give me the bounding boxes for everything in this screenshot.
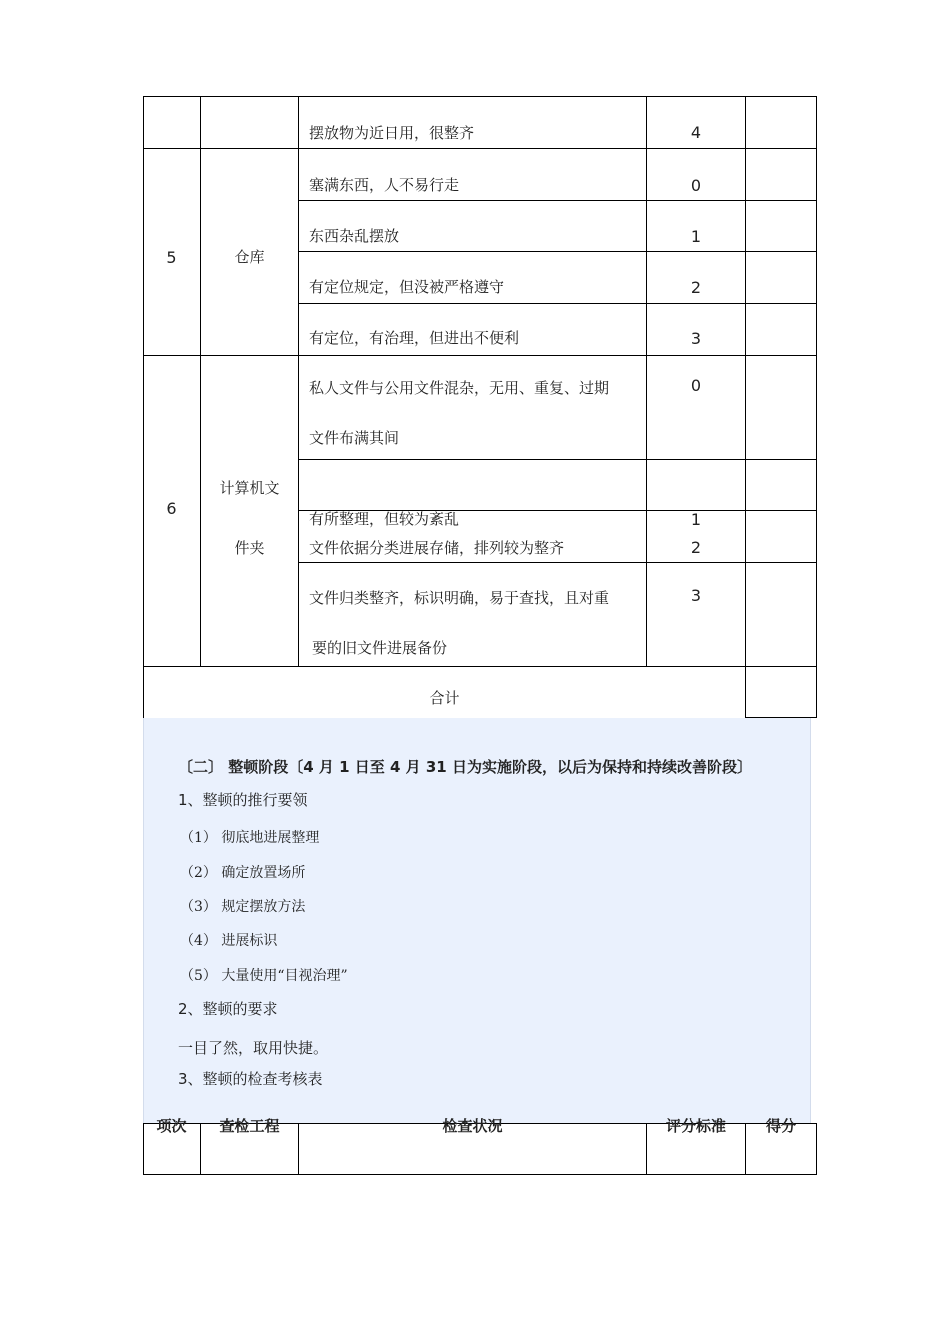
criterion-text: 有所整理，但较为紊乱: [309, 510, 460, 528]
criterion-text-line2: 要的旧文件进展备份: [312, 639, 448, 657]
header-item-no: 项次: [156, 1117, 187, 1135]
criterion-text: 有定位规定，但没被严格遵守: [309, 278, 505, 296]
requirement-text: 一目了然，取用快捷。: [178, 1039, 329, 1057]
step-item: （5） 大量使用“目视治理”: [180, 968, 348, 984]
score-value: 4: [690, 123, 702, 142]
step-item: （2） 确定放置场所: [180, 865, 306, 881]
item-name-line1: 计算机文: [219, 479, 280, 497]
item-name: 仓库: [234, 248, 265, 266]
total-label: 合计: [429, 689, 460, 707]
item-name-line2: 件夹: [234, 539, 265, 557]
subheading-2: 2、整顿的要求: [178, 1000, 278, 1018]
score-value: 3: [690, 586, 702, 605]
score-value: 2: [690, 278, 702, 297]
header-scoring-standard: 评分标准: [665, 1117, 726, 1135]
item-number: 5: [166, 248, 177, 267]
score-value: 1: [690, 227, 702, 246]
criterion-text-line1: 私人文件与公用文件混杂，无用、重复、过期: [309, 379, 610, 397]
criterion-text: 塞满东西，人不易行走: [309, 176, 460, 194]
step-item: （4） 进展标识: [180, 933, 278, 949]
criterion-text: 东西杂乱摆放: [309, 227, 400, 245]
step-item: （1） 彻底地进展整理: [180, 830, 320, 846]
score-value: 0: [690, 176, 702, 195]
subheading-3: 3、整顿的检查考核表: [178, 1070, 323, 1088]
criterion-text-line1: 文件归类整齐，标识明确，易于查找，且对重: [309, 589, 610, 607]
header-score: 得分: [765, 1117, 796, 1135]
subheading-1: 1、整顿的推行要领: [178, 791, 308, 809]
criterion-text: 摆放物为近日用，很整齐: [309, 124, 475, 142]
criterion-text: 文件依据分类进展存储，排列较为整齐: [309, 539, 565, 557]
header-check-status: 检查状况: [442, 1117, 503, 1135]
section-heading: 〔二〕 整顿阶段〔4 月 1 日至 4 月 31 日为实施阶段，以后为保持和持续改善阶段〕: [178, 758, 752, 776]
score-value: 3: [690, 329, 702, 348]
score-value: 1: [690, 510, 702, 529]
item-number: 6: [166, 499, 177, 518]
criterion-text: 有定位，有治理，但进出不便利: [309, 329, 520, 347]
section-highlight: [143, 718, 811, 1123]
score-value: 0: [690, 376, 702, 395]
score-value: 2: [690, 538, 702, 557]
step-item: （3） 规定摆放方法: [180, 899, 306, 915]
criterion-text-line2: 文件布满其间: [309, 429, 400, 447]
header-check-item: 查检工程: [219, 1117, 280, 1135]
